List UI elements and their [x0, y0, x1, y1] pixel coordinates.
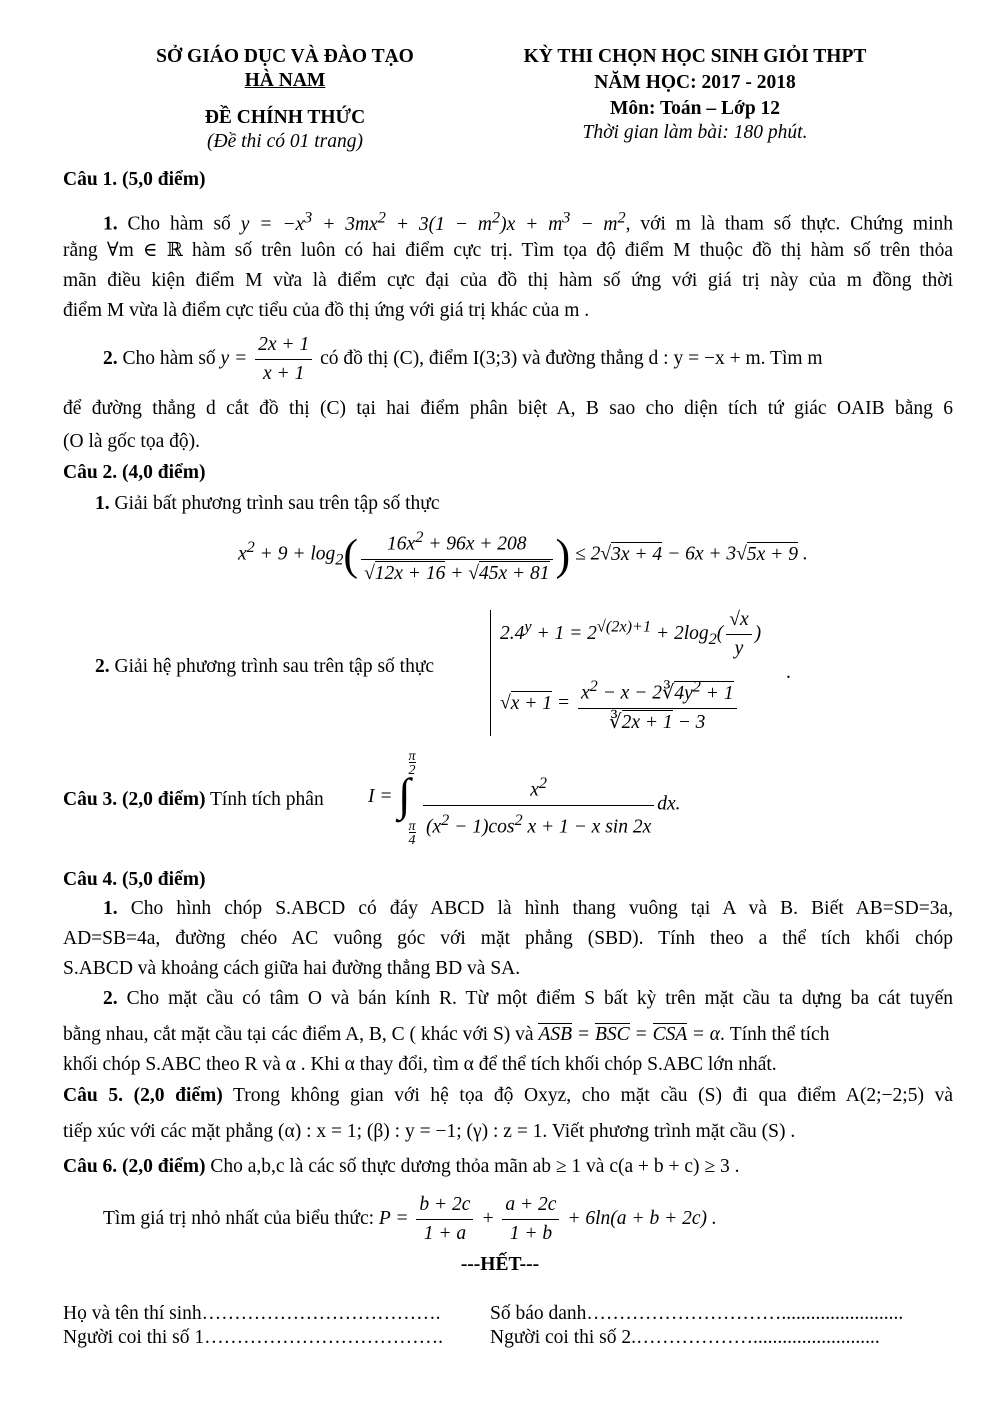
candidate-number-field: Số báo danh………………………….........................	[490, 1303, 904, 1324]
q2-system-period: .	[786, 662, 791, 683]
q6-line2	[63, 1190, 953, 1248]
q1-p2-label: 2.	[103, 348, 118, 369]
q3-title: Câu 3. (2,0 điểm)	[63, 789, 206, 810]
q5-line2: tiếp xúc với các mặt phẳng (α) : x = 1; (β) : y = −1; (γ) : z = 1. Viết phương trình mặt cầu (S) .	[63, 1121, 796, 1142]
q2-p1-text: Giải bất phương trình sau trên tập số thực	[114, 493, 440, 514]
q4-title: Câu 4. (5,0 điểm)	[63, 869, 206, 890]
q4-p1-line2: AD=SB=4a, đường chéo AC vuông góc với mặt phẳng (SBD). Tính theo a thể tích khối chóp	[63, 928, 953, 949]
q6-text: Cho a,b,c là các số thực dương thỏa mãn ab ≥ 1 và c(a + b + c) ≥ 3 .	[210, 1156, 740, 1177]
official-exam-label: ĐỀ CHÍNH THỨC	[204, 107, 366, 128]
integral-sign: ∫	[398, 769, 411, 820]
q4-p1-label: 1.	[103, 898, 118, 919]
q4-p2-text: Cho mặt cầu có tâm O và bán kính R. Từ một điểm S bất kỳ trên mặt cầu ta dựng ba cát tuyến	[126, 988, 953, 1009]
q4-p2-line1	[63, 985, 953, 1013]
q2-p2-label: 2.	[95, 656, 110, 677]
q4-p2-label: 2.	[103, 988, 118, 1009]
q6-expression: P = $\frac{b + 2c}{1 + a}$ + $\frac{a + 2c}{1 + b}$ + 6ln(a + b + 2c) .	[379, 1208, 717, 1229]
q5-text: Trong không gian với hệ tọa độ Oxyz, cho mặt cầu (S) đi qua điểm A(2;−2;5) và	[233, 1085, 953, 1106]
q1-p1-label: 1.	[103, 213, 118, 235]
q4-p2-text2: bằng nhau, cắt mặt cầu tại các điểm A, B, C ( khác với S) và	[63, 1024, 534, 1045]
q2-system-brace	[490, 610, 491, 736]
q5-title: Câu 5. (2,0 điểm)	[63, 1085, 223, 1106]
q3-integral: I =	[368, 786, 393, 807]
q4-angle-condition: ASB = BSC = CSA = α	[538, 1024, 721, 1045]
q1-title: Câu 1. (5,0 điểm)	[63, 169, 206, 190]
q2-p1-line	[63, 490, 953, 518]
q1-p2-line3: (O là gốc tọa độ).	[63, 431, 200, 452]
q1-p1-intro-end: , với m là tham số thực. Chứng minh	[625, 213, 954, 235]
q2-system-eq2: √x + 1 = $\frac{x^2 - x - 2∛4y^2 + 1}{∛2x + 1 - 3}$	[500, 672, 740, 737]
q2-inequality: $x^2 + 9 + \log_2$( $\frac{16x^2 + 96x + 208}{√12x + 16 + √45x + 81}$ ) ≤ 2√3x + 4 − 6x + 3√5x + 9 .	[238, 523, 808, 588]
q1-p1-line2: rằng ∀m ∈ ℝ hàm số trên luôn có hai điểm cực trị. Tìm tọa độ điểm M thuộc đồ thị hàm số trên thỏa	[63, 240, 953, 261]
q4-p2-line3: khối chóp S.ABC theo R và α . Khi α thay đổi, tìm α để thể tích khối chóp S.ABC lớn nhất.	[63, 1054, 777, 1075]
proctor-1-field: Người coi thi số 1……………………………….	[63, 1327, 444, 1348]
department-name: SỞ GIÁO DỤC VÀ ĐÀO TẠO	[156, 46, 414, 67]
q4-p2-text3: . Tính thể tích	[720, 1024, 830, 1045]
q4-p2-line2	[63, 1021, 953, 1049]
candidate-name-field: Họ và tên thí sinh……………………………….	[63, 1303, 441, 1324]
q6-title: Câu 6. (2,0 điểm)	[63, 1156, 206, 1177]
q1-p2-formula: y = $\frac{2x + 1}{x + 1}$	[221, 348, 316, 369]
q1-p2-intro: Cho hàm số	[122, 348, 216, 369]
q1-p1-line1	[63, 203, 953, 239]
q3-lower-limit: π 4	[408, 819, 416, 848]
exam-title: KỲ THI CHỌN HỌC SINH GIỎI THPT	[523, 46, 867, 67]
q4-p1-line3: S.ABCD và khoảng cách giữa hai đường thẳng BD và SA.	[63, 958, 521, 979]
subject: Môn: Toán – Lớp 12	[609, 98, 781, 119]
q2-p1-label: 1.	[95, 493, 110, 514]
page-count-note: (Đề thi có 01 trang)	[207, 131, 363, 152]
proctor-2-field: Người coi thi số 2.………………..........................	[490, 1327, 880, 1348]
q5-line1	[63, 1082, 953, 1110]
exam-duration: Thời gian làm bài: 180 phút.	[582, 122, 808, 143]
q4-p1-line1	[63, 895, 953, 923]
q1-p1-line4: điểm M vừa là điểm cực tiểu của đồ thị ứng với giá trị khác của m .	[63, 300, 590, 321]
q1-p2-line2: để đường thẳng d cắt đồ thị (C) tại hai điểm phân biệt A, B sao cho diện tích tứ giác OAIB bằng 6	[63, 398, 953, 419]
q6-text2: Tìm giá trị nhỏ nhất của biểu thức:	[103, 1208, 375, 1229]
end-mark: ---HẾT---	[460, 1254, 540, 1275]
q2-p2-text: Giải hệ phương trình sau trên tập số thực	[114, 656, 435, 677]
q1-function-formula: $y = -x^3 + 3mx^2 + 3(1 - m^2)x + m^3 - m^2$	[240, 208, 626, 235]
province-name: HÀ NAM	[244, 70, 326, 91]
q3-integrand: $\frac{x^2}{(x^2 - 1)\cos^2 x + 1 - x \sin 2x}$ dx.	[420, 769, 681, 841]
q4-p1-text: Cho hình chóp S.ABCD có đáy ABCD là hình thang vuông tại A và B. Biết AB=SD=3a,	[130, 898, 954, 919]
q1-p1-line3: mãn điều kiện điểm M vừa là điểm cực đại của đồ thị hàm số ứng với giá trị này của m đồng thời	[63, 270, 953, 291]
q2-title: Câu 2. (4,0 điểm)	[63, 462, 206, 483]
q3-upper-limit: π 2	[408, 749, 416, 778]
q3-text: Tính tích phân	[209, 789, 324, 810]
q1-p1-intro: Cho hàm số	[127, 213, 231, 235]
q1-p2-line1	[63, 330, 953, 388]
q1-p2-intro-end: có đồ thị (C), điểm I(3;3) và đường thẳng d : y = −x + m. Tìm m	[320, 348, 823, 369]
school-year: NĂM HỌC: 2017 - 2018	[594, 72, 796, 93]
q6-line1	[63, 1153, 953, 1181]
q2-system-eq1: $2.4^y + 1 = 2^{√(2x)+1} + 2\log_2$( $\frac{√x}{y}$ )	[500, 606, 761, 663]
